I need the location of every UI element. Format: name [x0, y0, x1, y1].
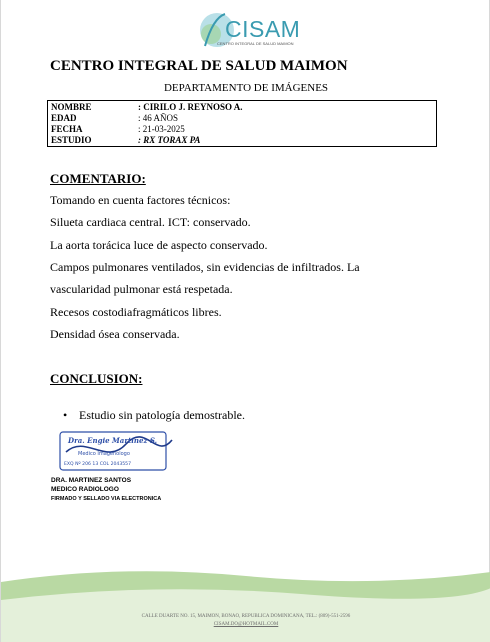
comentario-heading: COMENTARIO:	[50, 171, 146, 186]
info-value: : CIRILO J. REYNOSO A.	[138, 102, 243, 112]
conclusion-heading: CONCLUSION:	[50, 371, 143, 386]
comment-line: Silueta cardiaca central. ICT: conservado.	[50, 215, 251, 229]
info-label: EDAD	[51, 113, 77, 123]
conclusion-text: Estudio sin patología demostrable.	[79, 408, 245, 422]
comment-line: Densidad ósea conservada.	[50, 327, 180, 341]
stamp-exequatur: EXQ Nº 206 13 COL 2043557	[64, 462, 132, 467]
comment-line: vascularidad pulmonar está respetada.	[50, 282, 233, 296]
footer-wave	[1, 560, 490, 642]
signature-stamp	[56, 430, 176, 474]
comment-line: Tomando en cuenta factores técnicos:	[50, 193, 231, 207]
signer-name: DRA. MARTINEZ SANTOS	[51, 477, 132, 484]
signature-note: FIRMADO Y SELLADO VIA ELECTRONICA	[51, 496, 162, 502]
bullet-icon: •	[63, 408, 68, 422]
info-label: NOMBRE	[51, 102, 92, 112]
stamp-title: Medico Imagenologo	[78, 451, 130, 457]
logo-subtext: CENTRO INTEGRAL DE SALUD MAIMON	[217, 41, 294, 46]
footer-address: CALLE DUARTE NO. 15, MAIMON, BONAO, REPUBLICA DOMINICANA, TEL.: (809)-551-2596	[141, 614, 351, 619]
info-value: : 46 AÑOS	[138, 113, 179, 123]
page-title: CENTRO INTEGRAL DE SALUD MAIMON	[50, 58, 348, 74]
signer-role: MEDICO RADIOLOGO	[51, 486, 119, 493]
comment-line: Recesos costodiafragmáticos libres.	[50, 305, 222, 319]
comment-line: La aorta torácica luce de aspecto conservado.	[50, 238, 268, 252]
info-label: FECHA	[51, 124, 83, 134]
stamp-name: Dra. Engie Martinez S.	[68, 436, 158, 445]
logo-text: CISAM	[225, 16, 301, 42]
patient-info-box	[47, 100, 437, 147]
info-value: : RX TORAX PA	[138, 135, 201, 145]
info-value: : 21-03-2025	[138, 124, 185, 134]
footer-email[interactable]: CISAM.DO@HOTMAIL.COM	[213, 622, 279, 627]
department-title: DEPARTAMENTO DE IMÁGENES	[163, 82, 329, 94]
signer-block	[51, 476, 131, 494]
info-label: ESTUDIO	[51, 135, 92, 145]
comment-line: Campos pulmonares ventilados, sin evidencias de infiltrados. La	[50, 260, 360, 274]
